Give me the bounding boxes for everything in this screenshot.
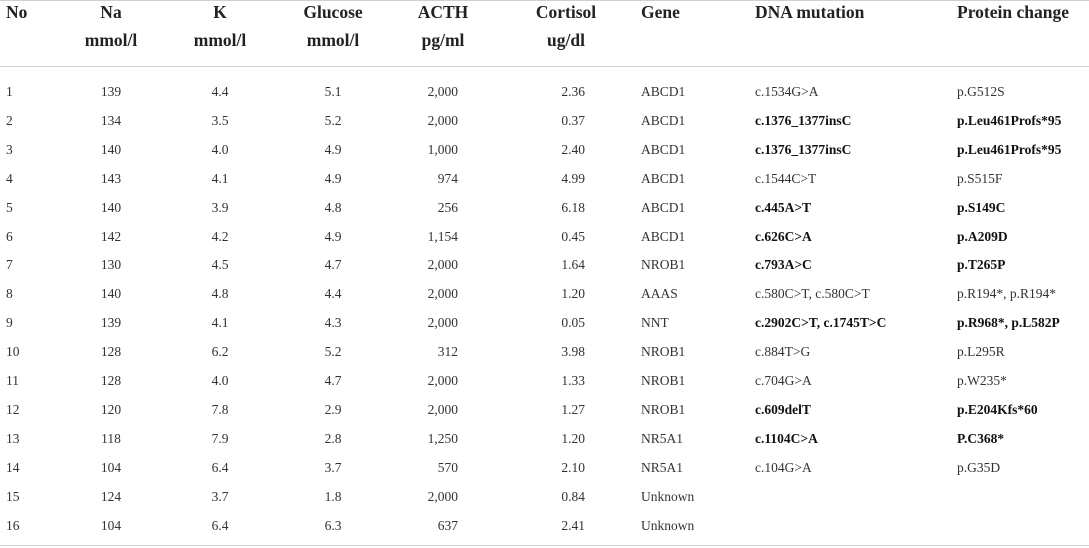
cell-dna: c.580C>T, c.580C>T: [755, 286, 870, 302]
cell-na: 142: [100, 228, 122, 244]
cell-glucose: 6.3: [324, 517, 342, 533]
cell-dna: c.1376_1377insC: [755, 112, 852, 128]
cell-protein: p.Leu461Profs*95: [957, 141, 1062, 157]
cell-glucose: 4.3: [324, 315, 342, 331]
cell-cortisol: 1.20: [561, 430, 585, 446]
header-glucose-unit: mmol/l: [306, 30, 360, 50]
cell-gene: NROB1: [641, 373, 686, 388]
cell-acth: 1,154: [427, 228, 458, 244]
cell-cortisol: 4.99: [561, 170, 585, 186]
cell-na: 128: [100, 344, 122, 360]
header-na-unit: mmol/l: [84, 30, 138, 50]
cell-protein: p.S149C: [957, 199, 1006, 215]
cell-dna: c.1376_1377insC: [755, 141, 852, 157]
cell-no: 14: [6, 459, 20, 475]
cell-k: 6.4: [211, 517, 229, 533]
cell-glucose: 2.9: [324, 401, 342, 417]
cell-glucose: 4.9: [324, 228, 342, 244]
cell-dna: c.1104C>A: [755, 430, 818, 446]
cell-acth: 2,000: [427, 488, 458, 504]
cell-acth: 2,000: [427, 315, 458, 331]
cell-glucose: 4.4: [324, 286, 342, 302]
cell-gene: ABCD1: [641, 141, 686, 157]
cell-gene: ABCD1: [641, 84, 686, 99]
cell-gene: ABCD1: [641, 199, 686, 215]
cell-acth: 1,000: [427, 141, 458, 157]
header-acth-unit: pg/ml: [421, 30, 465, 50]
cell-acth: 2,000: [427, 112, 458, 128]
cell-glucose: 1.8: [324, 488, 342, 504]
cell-glucose: 3.7: [324, 459, 342, 475]
cell-no: 10: [6, 344, 20, 360]
cell-dna: c.793A>C: [755, 257, 812, 273]
cell-k: 4.0: [211, 373, 229, 388]
header-na-label: Na: [100, 2, 122, 22]
cell-acth: 2,000: [427, 286, 458, 302]
cell-acth: 2,000: [427, 257, 458, 273]
cell-dna: c.1544C>T: [755, 170, 817, 186]
header-gene-label: Gene: [641, 2, 680, 22]
table-top-rule: [0, 0, 1089, 1]
cell-dna: c.445A>T: [755, 199, 812, 215]
cell-k: 7.9: [211, 430, 229, 446]
cell-k: 3.7: [211, 488, 229, 504]
header-k-unit: mmol/l: [193, 30, 247, 50]
header-acth-label: ACTH: [417, 2, 469, 22]
cell-k: 4.2: [211, 228, 229, 244]
cell-k: 4.8: [211, 286, 229, 302]
cell-glucose: 4.7: [324, 257, 342, 273]
cell-cortisol: 3.98: [561, 344, 585, 360]
cell-protein: p.R968*, p.L582P: [957, 315, 1060, 331]
header-no-label: No: [6, 2, 28, 22]
cell-na: 130: [100, 257, 122, 273]
cell-cortisol: 1.64: [561, 257, 585, 273]
cell-cortisol: 2.40: [561, 141, 585, 157]
cell-na: 120: [100, 401, 122, 417]
cell-cortisol: 0.37: [561, 112, 585, 128]
cell-protein: p.W235*: [957, 373, 1007, 388]
cell-no: 3: [6, 141, 13, 157]
header-glucose-label: Glucose: [303, 2, 363, 22]
cell-na: 104: [100, 517, 122, 533]
cell-dna: c.609delT: [755, 401, 811, 417]
cell-no: 9: [6, 315, 13, 331]
cell-k: 6.2: [211, 344, 229, 360]
cell-cortisol: 2.36: [561, 84, 585, 99]
cell-no: 11: [6, 373, 19, 388]
cell-acth: 2,000: [427, 401, 458, 417]
header-divider: [0, 66, 1089, 67]
header-cortisol-unit: ug/dl: [547, 30, 585, 50]
cell-na: 140: [100, 286, 122, 302]
cell-k: 7.8: [211, 401, 229, 417]
cell-protein: p.G512S: [957, 84, 1005, 99]
cell-protein: p.L295R: [957, 344, 1005, 360]
cell-cortisol: 0.84: [561, 488, 585, 504]
cell-k: 3.5: [211, 112, 229, 128]
cell-k: 4.4: [211, 84, 229, 99]
cell-na: 128: [100, 373, 122, 388]
cell-glucose: 5.2: [324, 344, 342, 360]
cell-no: 13: [6, 430, 20, 446]
cell-glucose: 5.1: [324, 84, 342, 99]
cell-cortisol: 1.33: [561, 373, 585, 388]
cell-gene: NR5A1: [641, 430, 684, 446]
cell-acth: 1,250: [427, 430, 458, 446]
cell-protein: P.C368*: [957, 430, 1005, 446]
cell-na: 139: [100, 84, 122, 99]
cell-protein: p.S515F: [957, 170, 1003, 186]
cell-na: 124: [100, 488, 122, 504]
cell-acth: 570: [437, 459, 458, 475]
cell-glucose: 5.2: [324, 112, 342, 128]
header-k-label: K: [213, 2, 227, 22]
cell-acth: 637: [437, 517, 458, 533]
table-bottom-rule: [0, 545, 1089, 546]
cell-cortisol: 1.27: [561, 401, 585, 417]
cell-acth: 2,000: [427, 373, 458, 388]
cell-gene: Unknown: [641, 517, 695, 533]
cell-dna: c.704G>A: [755, 373, 812, 388]
cell-glucose: 4.8: [324, 199, 342, 215]
cell-k: 6.4: [211, 459, 229, 475]
cell-dna: c.2902C>T, c.1745T>C: [755, 315, 887, 331]
cell-dna: c.626C>A: [755, 228, 812, 244]
cell-k: 4.0: [211, 141, 229, 157]
cell-k: 4.5: [211, 257, 229, 273]
cell-no: 5: [6, 199, 13, 215]
cell-na: 134: [100, 112, 122, 128]
cell-gene: NROB1: [641, 344, 686, 360]
cell-gene: Unknown: [641, 488, 695, 504]
cell-glucose: 4.9: [324, 141, 342, 157]
cell-protein: p.T265P: [957, 257, 1006, 273]
cell-glucose: 4.9: [324, 170, 342, 186]
cell-na: 118: [101, 430, 121, 446]
cell-dna: c.1534G>A: [755, 84, 819, 99]
cell-dna: c.884T>G: [755, 344, 811, 360]
cell-no: 2: [6, 112, 13, 128]
cell-cortisol: 2.41: [561, 517, 585, 533]
cell-k: 4.1: [211, 315, 229, 331]
cell-na: 140: [100, 199, 122, 215]
cell-na: 140: [100, 141, 122, 157]
cell-protein: p.G35D: [957, 459, 1001, 475]
cell-na: 139: [100, 315, 122, 331]
cell-gene: NROB1: [641, 401, 686, 417]
cell-acth: 2,000: [427, 84, 458, 99]
cell-acth: 256: [437, 199, 458, 215]
cell-protein: p.E204Kfs*60: [957, 401, 1038, 417]
cell-no: 7: [6, 257, 13, 273]
cell-gene: NR5A1: [641, 459, 684, 475]
cell-acth: 312: [437, 344, 458, 360]
cell-na: 104: [100, 459, 122, 475]
cell-cortisol: 0.05: [561, 315, 585, 331]
cell-no: 15: [6, 488, 20, 504]
cell-gene: NROB1: [641, 257, 686, 273]
cell-glucose: 2.8: [324, 430, 342, 446]
cell-no: 16: [6, 517, 20, 533]
cell-gene: NNT: [641, 315, 669, 331]
header-protein-label: Protein change: [957, 2, 1069, 22]
cell-no: 8: [6, 286, 13, 302]
cell-na: 143: [100, 170, 122, 186]
cell-no: 1: [6, 84, 13, 99]
cell-cortisol: 1.20: [561, 286, 585, 302]
cell-acth: 974: [437, 170, 458, 186]
header-cortisol-label: Cortisol: [535, 2, 597, 22]
cell-gene: ABCD1: [641, 228, 686, 244]
cell-protein: p.Leu461Profs*95: [957, 112, 1062, 128]
cell-no: 12: [6, 401, 20, 417]
cell-no: 6: [6, 228, 13, 244]
cell-no: 4: [6, 170, 13, 186]
cell-dna: c.104G>A: [755, 459, 812, 475]
cell-cortisol: 0.45: [561, 228, 585, 244]
cell-gene: ABCD1: [641, 112, 686, 128]
cell-gene: ABCD1: [641, 170, 686, 186]
cell-cortisol: 2.10: [561, 459, 585, 475]
cell-protein: p.A209D: [957, 228, 1008, 244]
cell-k: 4.1: [211, 170, 229, 186]
cell-glucose: 4.7: [324, 373, 342, 388]
header-dna-label: DNA mutation: [755, 2, 865, 22]
cell-protein: p.R194*, p.R194*: [957, 286, 1057, 302]
cell-gene: AAAS: [641, 286, 678, 302]
cell-cortisol: 6.18: [561, 199, 585, 215]
cell-k: 3.9: [211, 199, 229, 215]
